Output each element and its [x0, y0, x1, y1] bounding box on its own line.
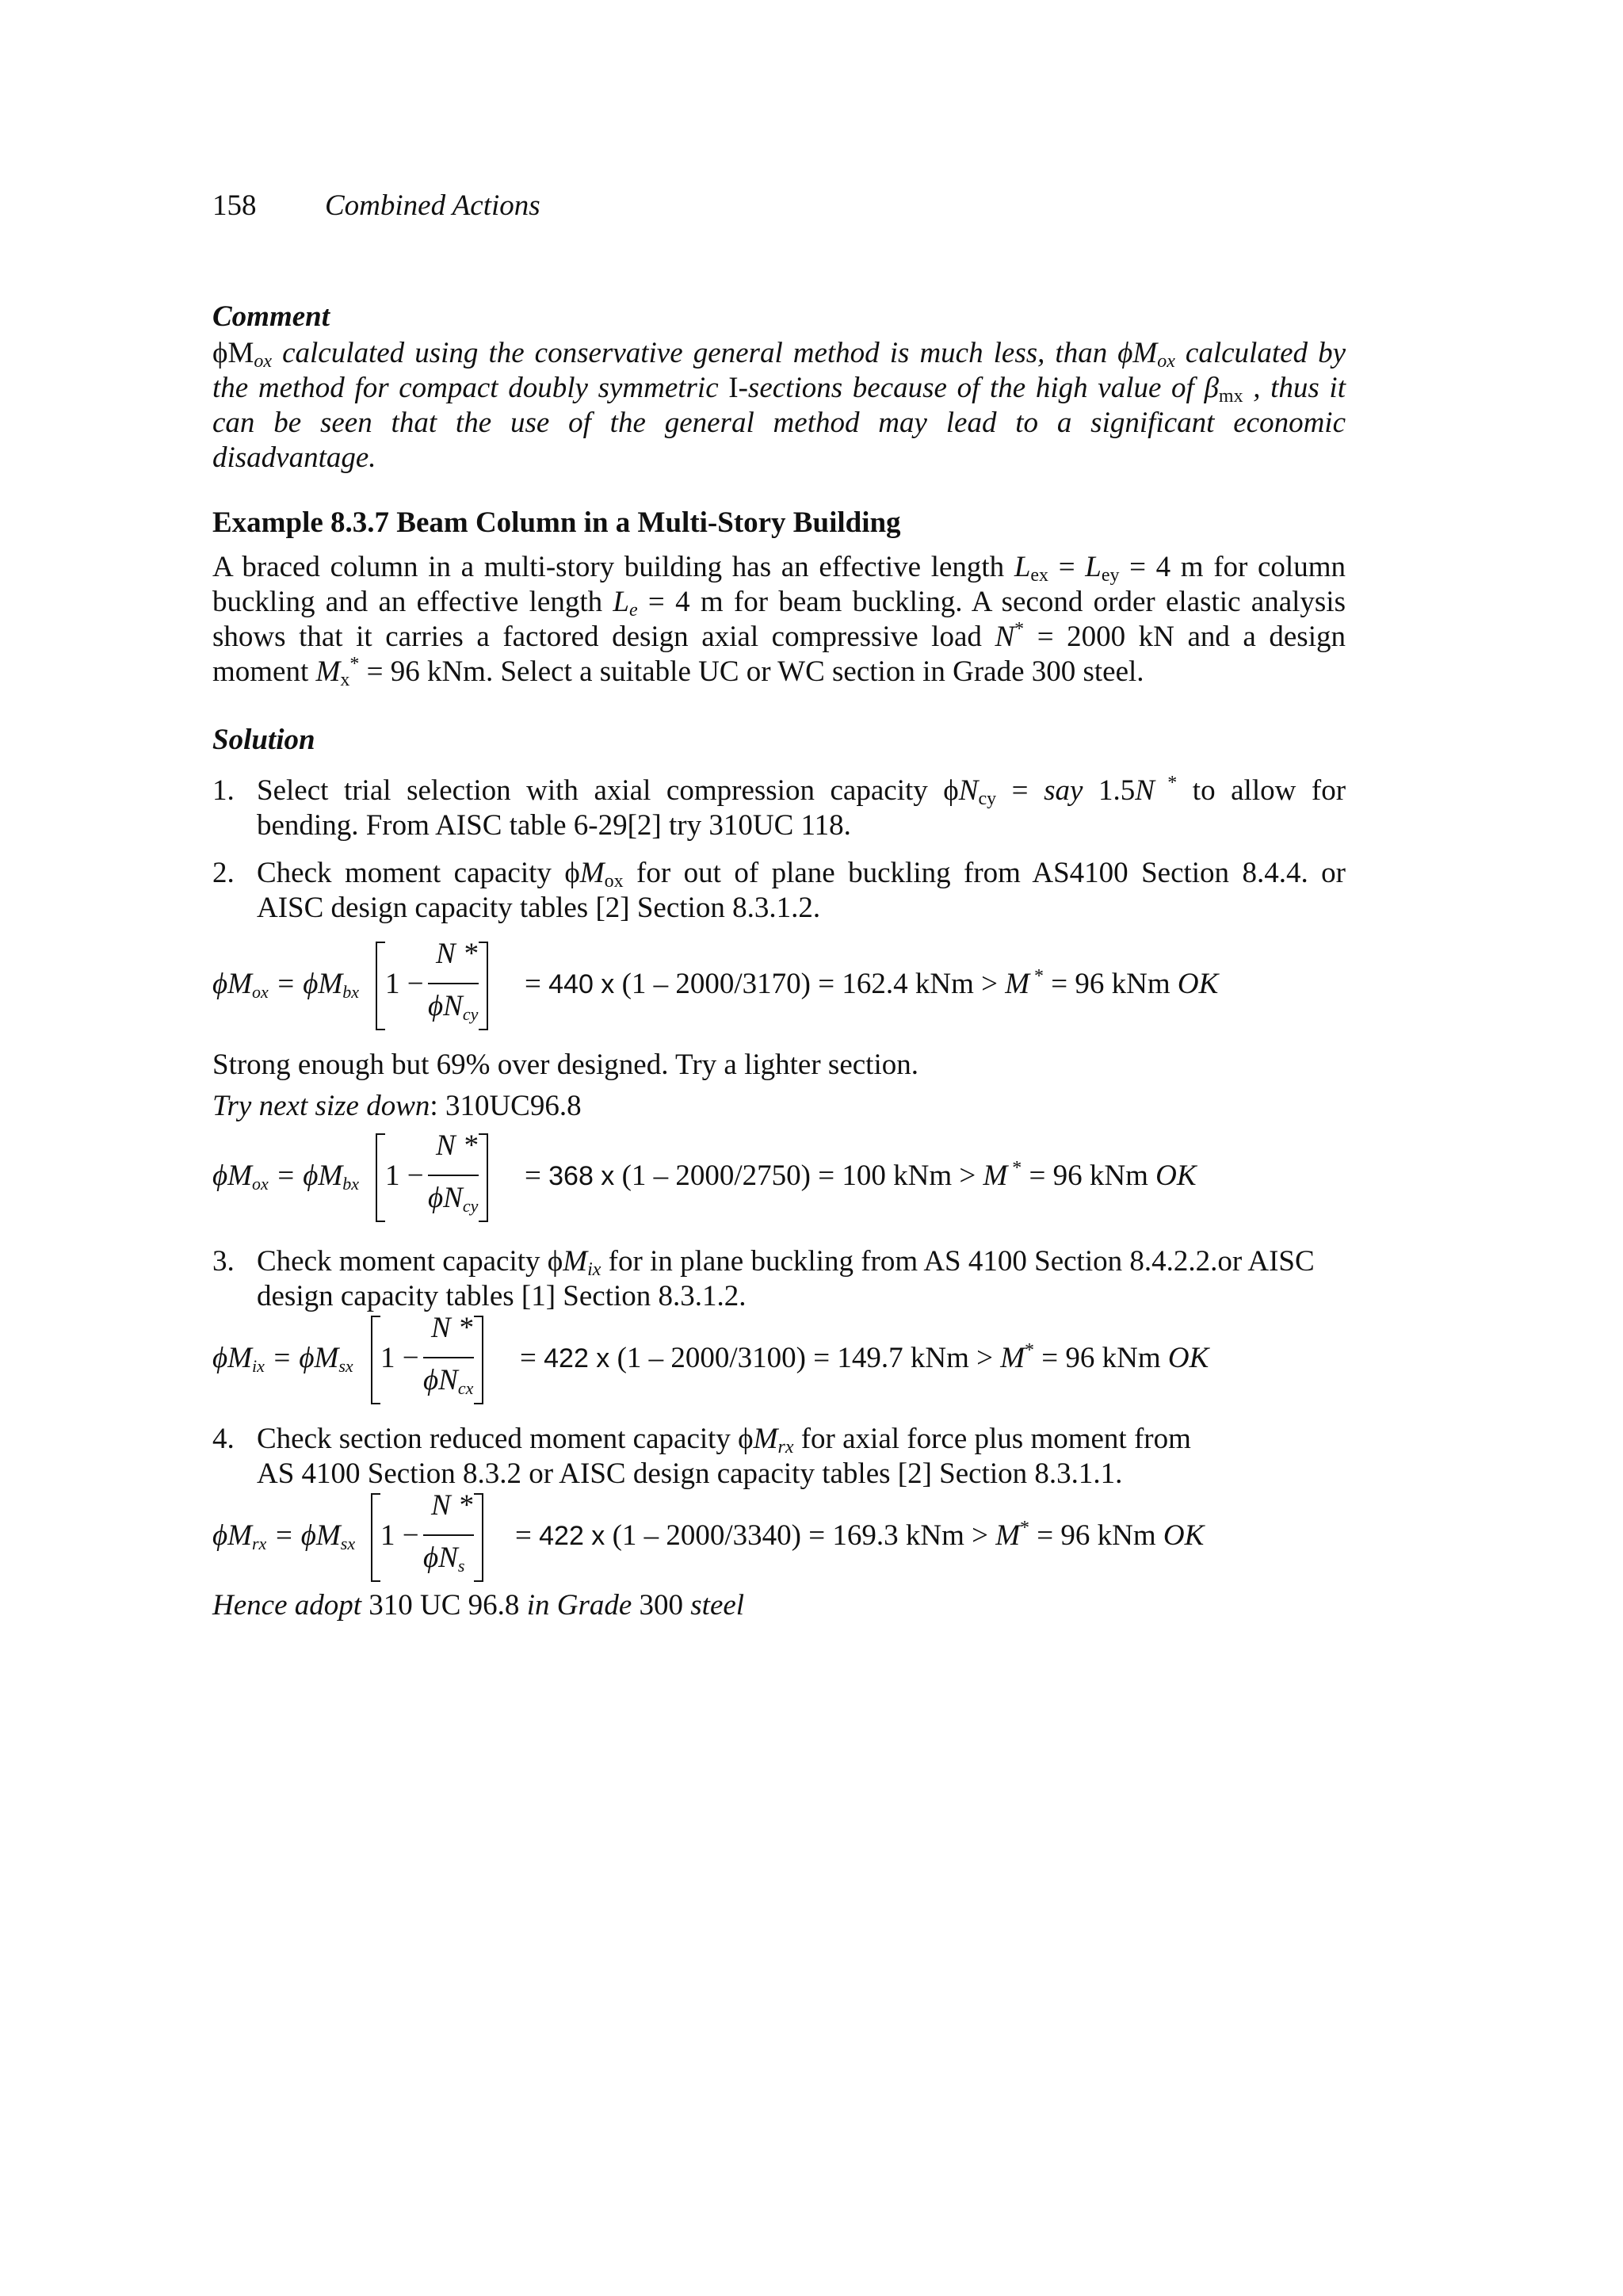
example-line-3: shows that it carries a factored design axial compressive load N* = 2000 kN and a design: [212, 619, 1346, 653]
step-number: 1.: [212, 774, 235, 807]
equation-3: [212, 1311, 1346, 1414]
right-bracket: [474, 1316, 483, 1404]
equation-result: = 368 x (1 – 2000/2750) = 100 kNm > M * = 96 kNm OK: [525, 1158, 1197, 1192]
step2-line-1: Check moment capacity $\phi M_{ox}$ for out of plane buckling from AS4100 Section 8.4.4. or: [257, 857, 1346, 892]
try-next-size: Try next size down: 310UC96.8: [212, 1090, 582, 1122]
equation-one: 1 −: [385, 1159, 424, 1192]
fraction-bar: [428, 983, 479, 984]
step4-line-2: AS 4100 Section 8.3.2 or AISC design capacity tables [2] Section 8.3.1.1.: [257, 1457, 1123, 1490]
page-number: 158: [212, 189, 257, 222]
step-number: 3.: [212, 1245, 235, 1278]
fraction-denominator: $\phi N_{cy}$: [428, 1182, 479, 1216]
comment-line-4: disadvantage.: [212, 441, 376, 474]
comment-heading: Comment: [212, 300, 330, 333]
right-bracket: [479, 942, 488, 1030]
equation-2: [212, 1129, 1346, 1232]
example-line-1: A braced column in a multi-story building has an effective length $L_{ex} = L_{ey} = 4$ m for column: [212, 551, 1346, 586]
equation-result: = 422 x (1 – 2000/3100) = 149.7 kNm > M* = 96 kNm OK: [520, 1340, 1209, 1374]
right-bracket: [479, 1133, 488, 1222]
step3-line-2: design capacity tables [1] Section 8.3.1.2.: [257, 1280, 747, 1312]
fraction-denominator: $\phi N_{cx}$: [423, 1364, 474, 1398]
fraction-bar: [423, 1357, 474, 1358]
left-bracket: [376, 1133, 385, 1222]
fraction-bar: [428, 1175, 479, 1176]
fraction-denominator: $\phi N_s$: [423, 1541, 465, 1576]
equation-lhs: $\phi M_{rx} = \phi M_{sx}$: [212, 1519, 356, 1553]
step-number: 2.: [212, 857, 235, 889]
step1-line-1: Select trial selection with axial compression capacity $\phi N_{cy}$ = say 1.5N * to allow for: [257, 773, 1346, 809]
equation-result: = 422 x (1 – 2000/3340) = 169.3 kNm > M* = 96 kNm OK: [515, 1518, 1205, 1552]
strong-enough-note: Strong enough but 69% over designed. Try a lighter section.: [212, 1049, 918, 1081]
fraction-bar: [423, 1534, 474, 1536]
comment-line-1: $\phi M_{ox}$ calculated using the conservative general method is much less, than $\phi M_{ox}$ calculated by: [212, 337, 1346, 372]
equation-lhs: $\phi M_{ix} = \phi M_{sx}$: [212, 1342, 353, 1376]
right-bracket: [474, 1493, 483, 1582]
step1-line-2: bending. From AISC table 6-29[2] try 310UC 118.: [257, 809, 851, 842]
example-title: Example 8.3.7 Beam Column in a Multi-Story Building: [212, 506, 901, 539]
left-bracket: [376, 942, 385, 1030]
fraction-numerator: N *: [431, 1312, 473, 1344]
conclusion: Hence adopt 310 UC 96.8 in Grade 300 steel: [212, 1589, 745, 1622]
fraction-denominator: $\phi N_{cy}$: [428, 990, 479, 1024]
comment-line-2: the method for compact doubly symmetric I-sections because of the high value of $\beta_{mx}$ , thus it: [212, 372, 1346, 407]
step3-line-1: Check moment capacity $\phi M_{ix}$ for in plane buckling from AS 4100 Section 8.4.2.2.or AISC: [257, 1245, 1315, 1280]
step4-line-1: Check section reduced moment capacity $\phi M_{rx}$ for axial force plus moment from: [257, 1423, 1191, 1457]
equation-lhs: $\phi M_{ox} = \phi M_{bx}$: [212, 968, 359, 1002]
equation-result: = 440 x (1 – 2000/3170) = 162.4 kNm > M * = 96 kNm OK: [525, 966, 1219, 1000]
step2-line-2: AISC design capacity tables [2] Section 8.3.1.2.: [257, 892, 821, 924]
running-title: Combined Actions: [325, 189, 540, 222]
comment-line-3: can be seen that the use of the general method may lead to a significant economic: [212, 407, 1346, 439]
example-line-2: buckling and an effective length $L_e = 4$ m for beam buckling. A second order elastic analysis: [212, 586, 1346, 621]
equation-one: 1 −: [380, 1342, 419, 1374]
example-line-4: moment $M_x^* = 96$ kNm. Select a suitable UC or WC section in Grade 300 steel.: [212, 654, 1144, 690]
fraction-numerator: N *: [436, 1129, 478, 1162]
equation-4: [212, 1488, 1346, 1591]
left-bracket: [371, 1316, 380, 1404]
equation-one: 1 −: [380, 1519, 419, 1552]
fraction-numerator: N *: [431, 1489, 473, 1522]
solution-heading: Solution: [212, 724, 315, 756]
equation-1: [212, 937, 1346, 1040]
step-number: 4.: [212, 1423, 235, 1455]
fraction-numerator: N *: [436, 938, 478, 970]
left-bracket: [371, 1493, 380, 1582]
equation-lhs: $\phi M_{ox} = \phi M_{bx}$: [212, 1159, 359, 1194]
equation-one: 1 −: [385, 968, 424, 1000]
